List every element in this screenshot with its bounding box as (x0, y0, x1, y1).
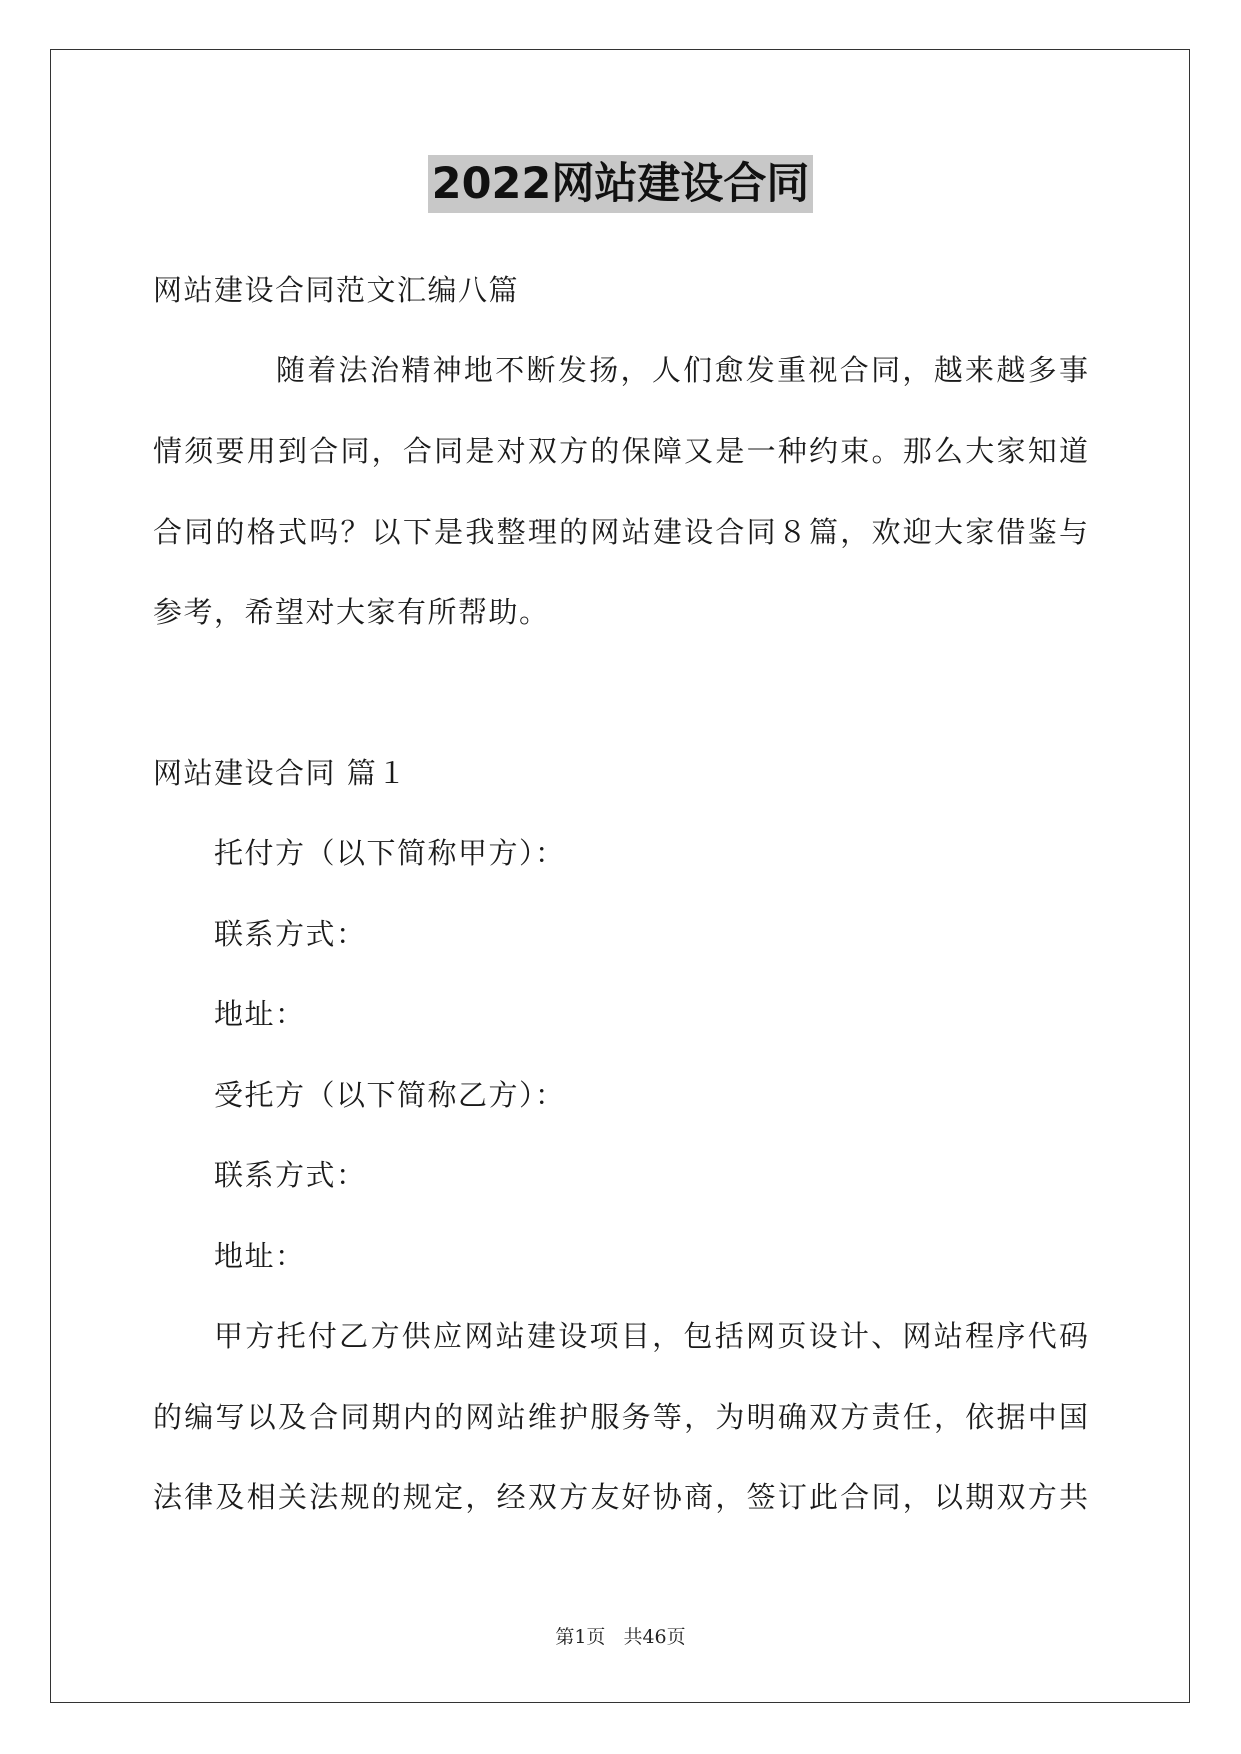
body-line: 法律及相关法规的规定，经双方友好协商，签订此合同，以期双方共 (153, 1480, 1088, 1514)
title-wrap (0, 155, 1241, 213)
body-line: 的编写以及合同期内的网站维护服务等，为明确双方责任，依据中国 (153, 1400, 1088, 1434)
party-field: 受托方（以下简称乙方）： (214, 1078, 566, 1112)
page-footer (0, 1624, 1241, 1650)
section-heading: 网站建设合同 篇１ (153, 756, 408, 790)
party-field: 地址： (214, 997, 306, 1031)
page-number: 第1页 (555, 1626, 606, 1648)
intro-line: 参考，希望对大家有所帮助。 (153, 595, 550, 629)
intro-line: 随着法治精神地不断发扬，人们愈发重视合同，越来越多事 (276, 353, 1088, 387)
page-total: 共46页 (623, 1626, 686, 1648)
intro-line: 合同的格式吗？以下是我整理的网站建设合同８篇，欢迎大家借鉴与 (153, 515, 1088, 549)
intro-line: 情须要用到合同，合同是对双方的保障又是一种约束。那么大家知道 (153, 434, 1088, 468)
party-field: 地址： (214, 1239, 306, 1273)
party-field: 联系方式： (214, 1158, 367, 1192)
body-line: 甲方托付乙方供应网站建设项目，包括网页设计、网站程序代码 (214, 1319, 1088, 1353)
party-field: 托付方（以下简称甲方）： (214, 836, 566, 870)
document-subtitle: 网站建设合同范文汇编八篇 (153, 273, 520, 307)
party-field: 联系方式： (214, 917, 367, 951)
document-title: 2022网站建设合同 (428, 155, 814, 213)
